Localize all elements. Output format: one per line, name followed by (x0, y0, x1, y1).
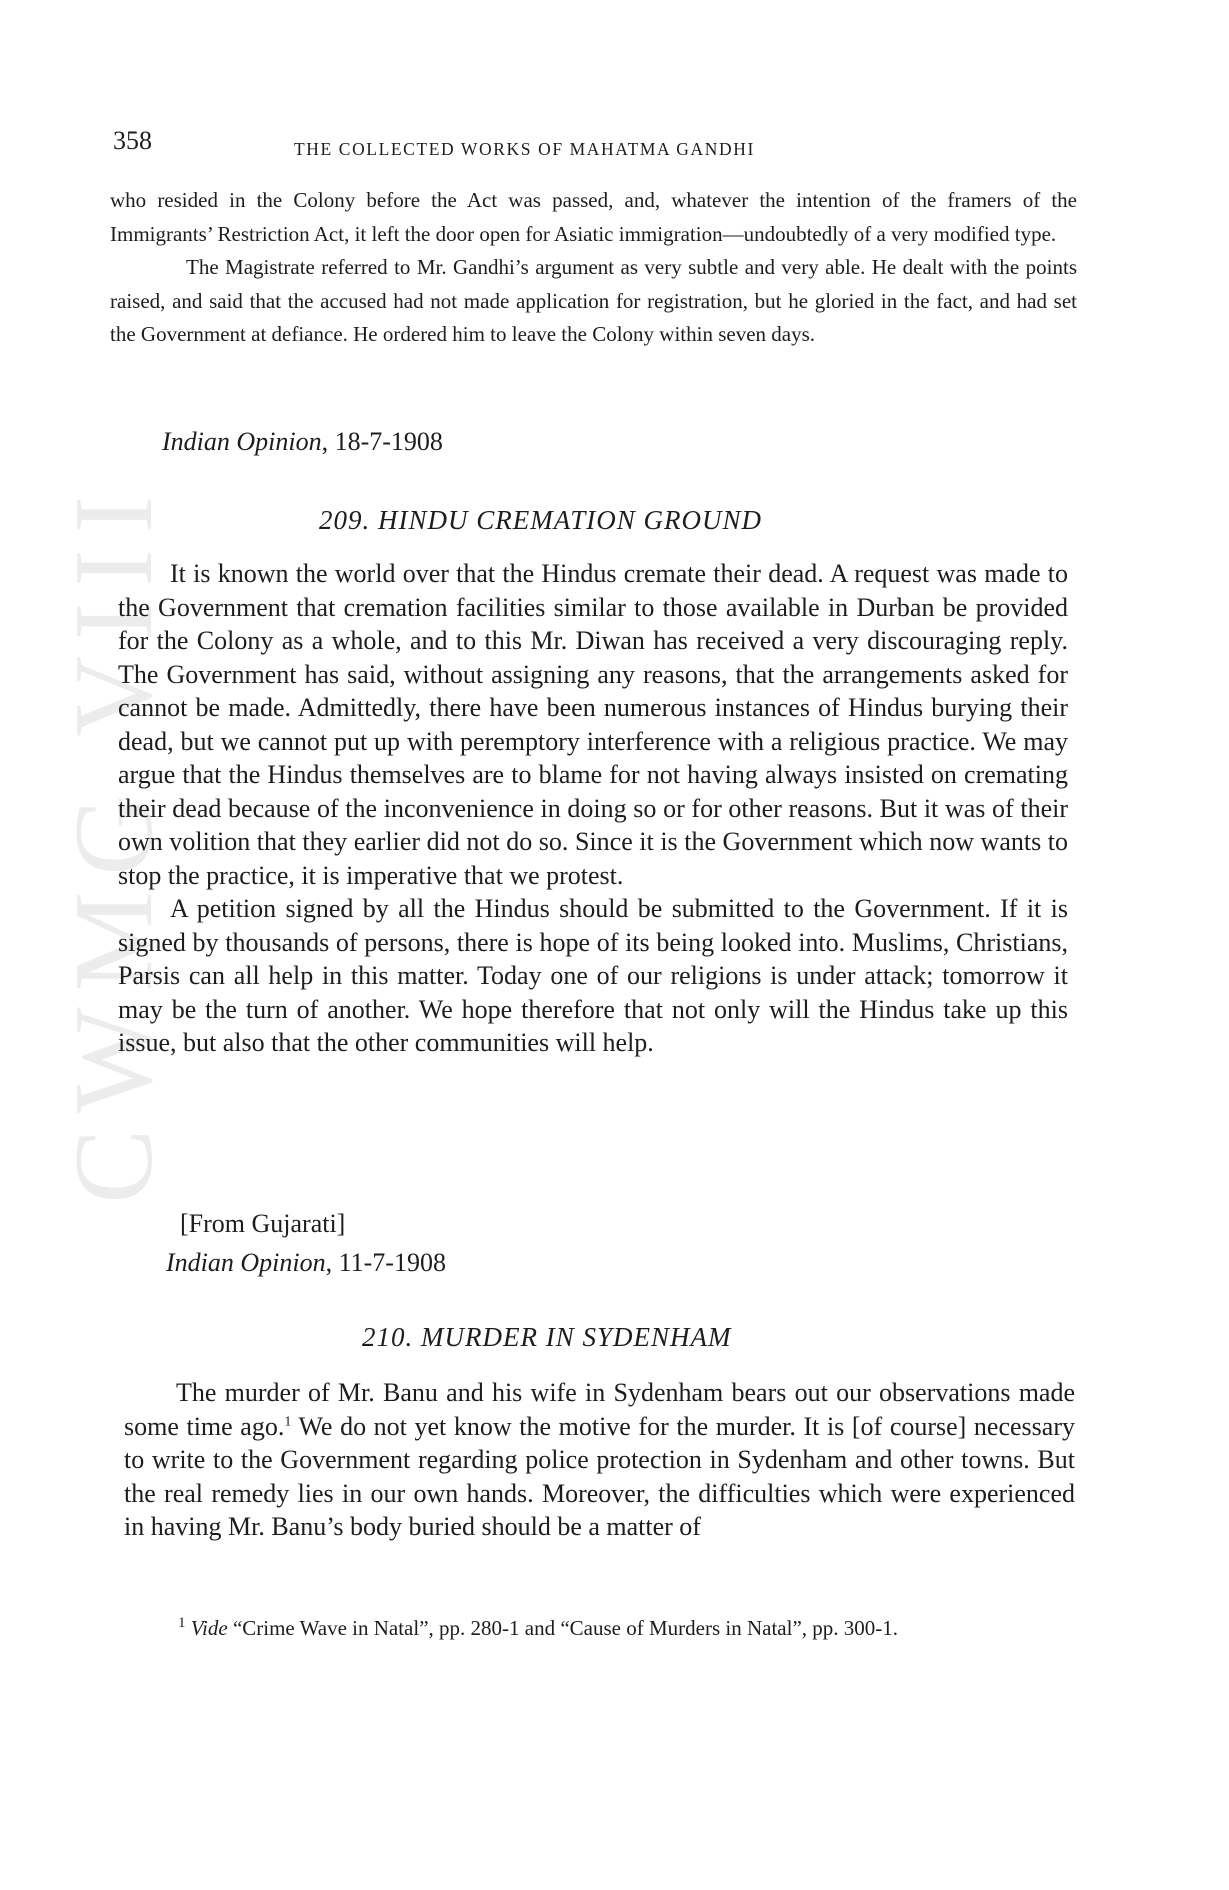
article-209-title: 209. HINDU CREMATION GROUND (319, 505, 762, 535)
continued-paragraph-2: The Magistrate referred to Mr. Gandhi’s argument as very subtle and very able. He dealt with the points raised, and said that the accused had not made application for registration, but he gloried in the fact, and had set the Government at defiance. He ordered him to leave the Colony within seven days. (110, 255, 1077, 346)
watermark: CWMG VIII (52, 480, 176, 1204)
footnote-reference[interactable]: 1 (284, 1413, 292, 1429)
citation-date: , 11-7-1908 (325, 1248, 446, 1277)
continued-report (110, 184, 1077, 352)
article-210-paragraph-1 (124, 1376, 1075, 1544)
article-210-text-a: The murder of Mr. Banu and his wife in Sydenham bears out our observations made some time ago. (124, 1378, 1075, 1441)
page-header (113, 126, 1113, 166)
article-210-text-b: We do not yet know the motive for the murder. It is [of course] necessary to write to the Government regarding police protection in Sydenham and other towns. But the real remedy lies in our own hands. Moreover, the difficulties which were experienced in having Mr. Banu’s body buried should be a matter of (124, 1411, 1075, 1541)
running-head: THE COLLECTED WORKS OF MAHATMA GANDHI (294, 139, 755, 159)
continued-paragraph-1: who resided in the Colony before the Act was passed, and, whatever the intention of the framers of the Immigrants’ Restriction Act, it left the door open for Asiatic immigration—undoubtedly of a very modified type. (110, 188, 1077, 246)
article-209-paragraph-1: It is known the world over that the Hindus cremate their dead. A request was made to the Government that cremation facilities similar to those available in Durban be provided for the Colony as a whole, and to this Mr. Diwan has received a very discouraging reply. The Government has said, without assigning any reasons, that the arrangements asked for cannot be made. Admittedly, there have been numerous instances of Hindus burying their dead, but we cannot put up with peremptory interference with a religious practice. We may argue that the Hindus themselves are to blame for not having always insisted on cremating their dead because of the inconvenience in doing so or for other reasons. But it was of their own volition that they earlier did not do so. Since it is the Government which now wants to stop the practice, it is imperative that we protest. (118, 559, 1068, 890)
article-209-paragraph-2: A petition signed by all the Hindus should be submitted to the Government. If it is signed by thousands of persons, there is hope of its being looked into. Muslims, Christians, Parsis can all help in this matter. Today one of our religions is under attack; tomorrow it may be the turn of another. We hope therefore that not only will the Hindus take up this issue, but also that the other communities will help. (118, 894, 1068, 1057)
citation-continued (162, 427, 443, 457)
citation-title: Indian Opinion (162, 427, 322, 456)
citation-date: , 18-7-1908 (321, 427, 443, 456)
article-209-source: [From Gujarati] (180, 1209, 346, 1238)
article-210-body (124, 1376, 1075, 1544)
footnote-mark: 1 (178, 1615, 186, 1631)
page-number: 358 (113, 126, 152, 155)
footnote-text: “Crime Wave in Natal”, pp. 280-1 and “Cause of Murders in Natal”, pp. 300-1. (227, 1616, 899, 1640)
footnote-vide: Vide (190, 1616, 228, 1640)
article-209-body (118, 557, 1068, 1060)
citation-title: Indian Opinion (166, 1248, 326, 1277)
citation-209 (166, 1248, 446, 1278)
footnote-paragraph (110, 1612, 1077, 1645)
footnote (110, 1612, 1077, 1645)
article-210-title: 210. MURDER IN SYDENHAM (362, 1322, 732, 1352)
